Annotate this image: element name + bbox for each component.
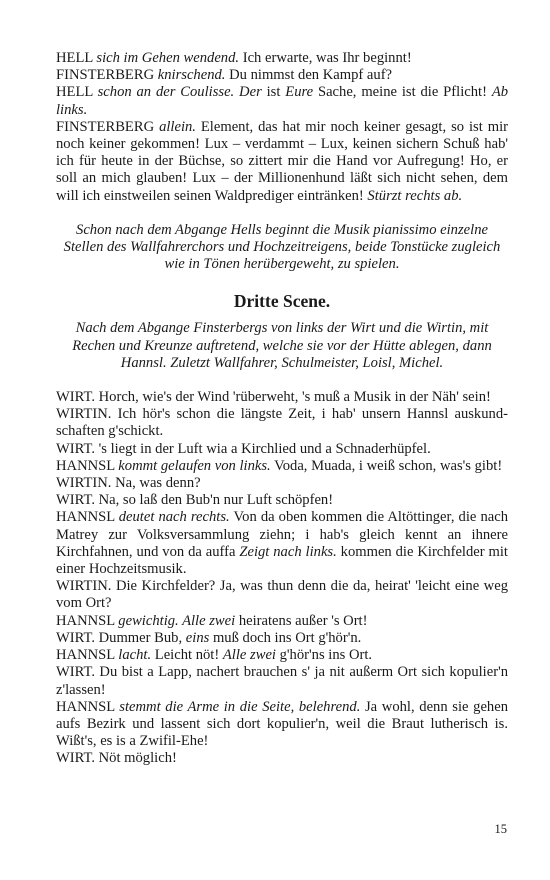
text-paragraph xyxy=(56,475,508,492)
italic-direction: lacht. xyxy=(118,647,152,664)
text-run: Leicht nöt! xyxy=(151,647,223,664)
italic-direction: eins xyxy=(185,629,210,646)
text-paragraph xyxy=(56,613,508,630)
text-paragraph xyxy=(56,492,508,509)
text-run: FINSTERBERG xyxy=(56,118,160,135)
text-run: WIRT. Dummer Bub, xyxy=(56,629,186,646)
text-run: WIRTIN. Die Kirchfelder? Ja, was thun denn die da, heirat' 'leicht eine weg vom Ort? xyxy=(56,578,508,612)
text-paragraph xyxy=(56,119,508,205)
text-run: HANNSL xyxy=(56,647,119,664)
text-paragraph xyxy=(56,509,508,578)
italic-direction: Ab links. xyxy=(56,84,509,118)
text-run: WIRT. Du bist a Lapp, nachert brauchen s' ja nit außerm Ort sich kopulier'n z'lassen! xyxy=(56,664,508,698)
text-paragraph xyxy=(56,664,508,698)
scene-direction: Nach dem Abgange Finsterbergs von links der Wirt und die Wirtin, mit Rechen und Kreunze auftretend, welche sie vor der Hütte ablegen, dann Hannsl. Zuletzt Wallfahrer, Schulmeister, Loisl, Michel. xyxy=(72,320,492,371)
text-run: WIRTIN. Ich hör's schon die längste Zeit, i hab' unsern Hannsl auskundschaften g'schickt. xyxy=(56,406,508,440)
text-run: WIRT. Na, so laß den Bub'n nur Luft schöpfen! xyxy=(56,492,334,509)
text-run: HANNSL xyxy=(56,457,119,474)
text-run: Von da oben kommen die Altöttinger, die nach Matrey zur Volksversammlung ziehn; i hab's gleich kennt an ihnere Kirchfahnen, und von da auffa xyxy=(56,509,508,560)
text-paragraph xyxy=(56,389,508,406)
text-run: heiratens außer 's Ort! xyxy=(235,612,368,629)
text-paragraph xyxy=(56,441,508,458)
text-paragraph xyxy=(56,458,508,475)
scene-title: Dritte Scene. xyxy=(233,291,331,312)
text-run: Ja wohl, denn sie gehen aufs Bezirk und lassent sich dort kopulier'n, weil die Braut lutherisch is. Wißt's, es is a Zwifil-Ehe! xyxy=(56,698,508,750)
text-run: FINSTERBERG xyxy=(56,67,158,84)
text-run: WIRT. Nöt möglich! xyxy=(56,750,177,767)
italic-direction: allein. xyxy=(159,118,196,135)
text-run: kommen die Kirchfelder mit einer Hochzeitsmusik. xyxy=(56,543,508,578)
text-run: HANNSL xyxy=(56,612,119,629)
italic-direction: Zeigt nach links. xyxy=(239,543,337,560)
text-run: Element, das hat mir noch keiner gesagt, so ist mir noch keiner gekommen! Lux – verdammt – Lux, keinen sichern Schuß hab' ich für heute in der Büchse, so zittert mir die Hand vor Aufregung! Ho, er soll an mich glauben! Lux – der Millionenhund läßt sich nicht sehen, dem will ich einstweilen seinen Waldprediger eintränken! xyxy=(56,118,508,204)
text-paragraph xyxy=(56,699,508,751)
text-paragraph xyxy=(56,67,508,84)
text-run: WIRT. Horch, wie's der Wind 'rüberweht, 's muß a Musik in der Näh' sein! xyxy=(56,389,491,406)
text-run: Sache, meine ist die Pflicht! xyxy=(313,84,492,101)
text-run: WIRTIN. Na, was denn? xyxy=(56,475,201,492)
text-paragraph xyxy=(56,406,508,440)
italic-direction: Alle zwei xyxy=(222,647,276,664)
text-run: Voda, Muada, i weiß schon, was's gibt! xyxy=(270,457,503,474)
stage-direction: Schon nach dem Abgange Hells beginnt die Musik pianissimo einzelne Stellen des Wallfahrerchors und Hochzeitreigens, beide Tonstücke zugleich wie in Tönen herübergeweht, zu spielen. xyxy=(63,221,501,273)
text-run: muß doch ins Ort g'hör'n. xyxy=(209,629,362,646)
italic-direction: schon an der Coulisse. Der xyxy=(97,84,262,101)
text-paragraph xyxy=(56,750,508,767)
text-run: Ich erwarte, was Ihr beginnt! xyxy=(239,50,412,66)
text-paragraph xyxy=(56,50,508,67)
italic-direction: gewichtig. Alle zwei xyxy=(118,612,236,629)
italic-direction: stemmt die Arme in die Seite, belehrend. xyxy=(119,698,361,715)
text-paragraph xyxy=(56,578,508,612)
text-run: Du nimmst den Kampf auf? xyxy=(225,67,393,84)
text-paragraph xyxy=(56,647,508,664)
page-number: 15 xyxy=(494,822,507,836)
text-run: HANNSL xyxy=(56,509,119,526)
text-run: HANNSL xyxy=(56,698,120,715)
italic-direction: deutet nach rechts. xyxy=(118,509,230,526)
book-page xyxy=(56,50,508,768)
italic-direction: kommt gelaufen von links. xyxy=(118,457,271,474)
scene-dialogue xyxy=(56,389,508,767)
opening-dialogue xyxy=(56,50,508,205)
text-paragraph xyxy=(56,630,508,647)
text-run: ist xyxy=(261,84,286,101)
italic-direction: knirschend. xyxy=(157,67,226,84)
text-run: WIRT. 's liegt in der Luft wia a Kirchlied und a Schnaderhüpfel. xyxy=(56,440,431,457)
text-run: HELL xyxy=(56,84,98,101)
italic-direction: Eure xyxy=(285,84,314,101)
text-paragraph xyxy=(56,84,508,118)
italic-direction: sich im Gehen wendend. xyxy=(96,50,240,66)
text-run: HELL xyxy=(56,50,97,66)
text-run: g'hör'ns ins Ort. xyxy=(275,647,373,664)
italic-direction: Stürzt rechts ab. xyxy=(367,187,463,204)
